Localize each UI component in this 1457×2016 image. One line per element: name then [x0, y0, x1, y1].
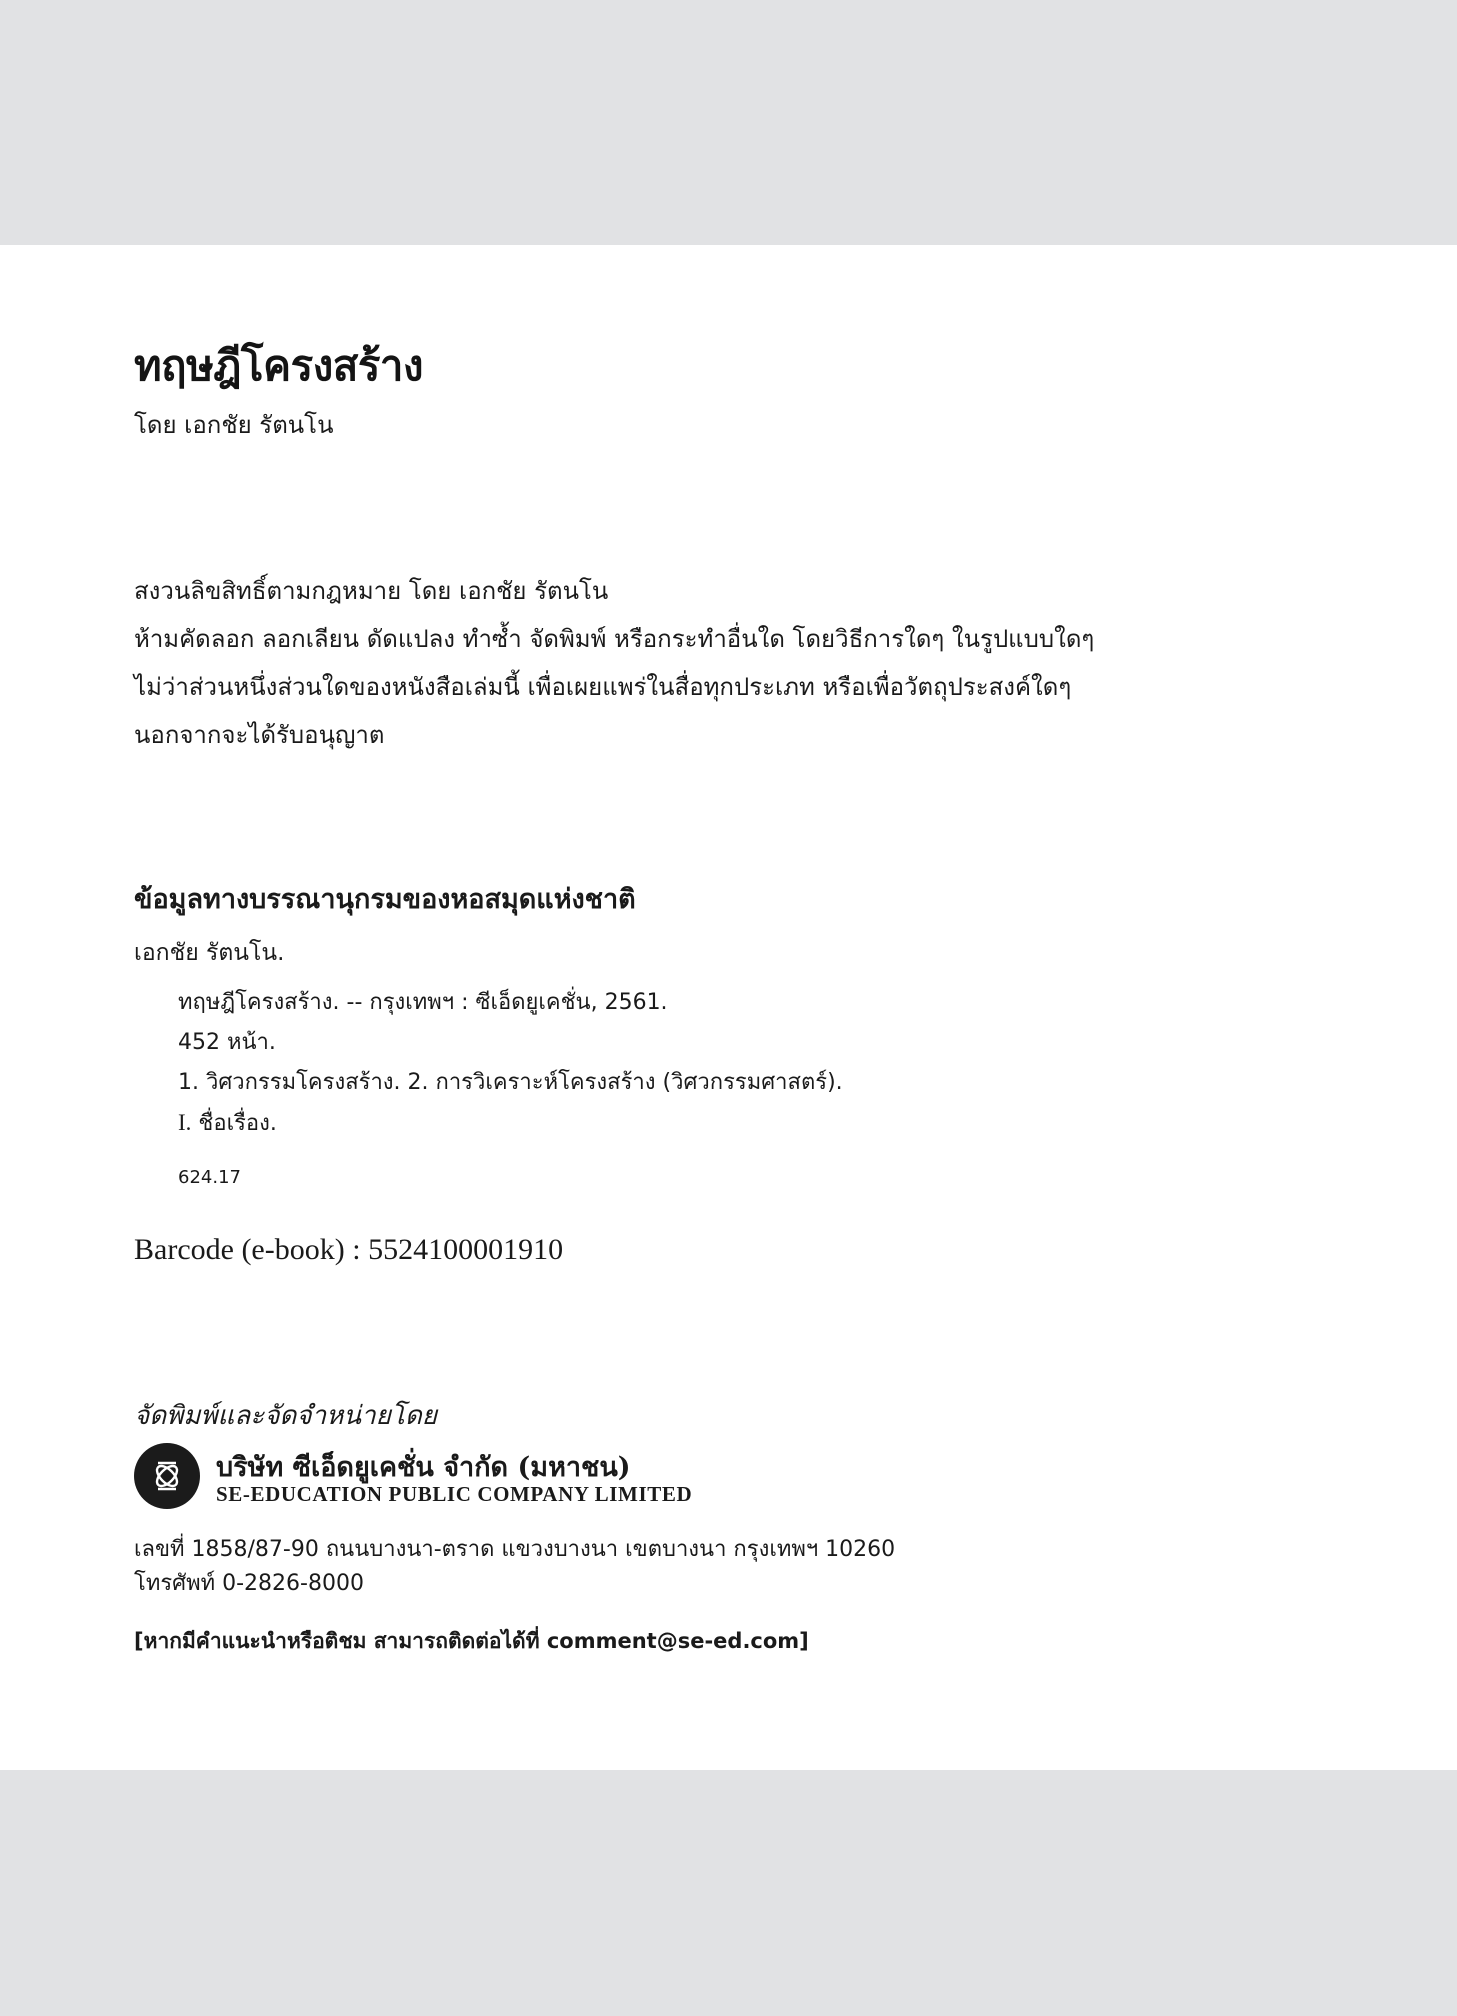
cip-pages: 452 หน้า. — [178, 1030, 276, 1055]
copyright-line: ห้ามคัดลอก ลอกเลียน ดัดแปลง ทำซ้ำ จัดพิมพ์ หรือกระทำอื่นใด โดยวิธีการใดๆ ในรูปแบบใดๆ — [134, 625, 1095, 653]
comment-note: [หากมีคำแนะนำหรือติชม สามารถติดต่อได้ที่ comment@se-ed.com] — [134, 1629, 809, 1653]
cip-author: เอกชัย รัตนโน. — [134, 940, 285, 966]
publisher-name-thai: บริษัท ซีเอ็ดยูเคชั่น จำกัด (มหาชน) — [216, 1452, 631, 1483]
barcode-line: Barcode (e-book) : 5524100001910 — [134, 1233, 564, 1266]
cip-entries — [178, 983, 843, 1144]
distribution-label: จัดพิมพ์และจัดจำหน่ายโดย — [134, 1401, 437, 1431]
cip-title-entry: ชื่อเรื่อง. — [198, 1111, 277, 1136]
publisher-name-english: SE-EDUCATION PUBLIC COMPANY LIMITED — [216, 1482, 693, 1506]
cip-heading: ข้อมูลทางบรรณานุกรมของหอสมุดแห่งชาติ — [134, 884, 636, 915]
cip-classification: 624.17 — [178, 1167, 241, 1188]
publisher-phone: โทรศัพท์ 0-2826-8000 — [134, 1571, 364, 1596]
se-ed-logo-icon — [134, 1443, 200, 1509]
copyright-notice — [134, 567, 1094, 759]
book-title: ทฤษฎีโครงสร้าง — [134, 341, 424, 390]
book-author-line: โดย เอกชัย รัตนโน — [134, 411, 334, 439]
publisher-contact — [134, 1533, 895, 1601]
copyright-line: สงวนลิขสิทธิ์ตามกฎหมาย โดย เอกชัย รัตนโน — [134, 577, 609, 605]
se-ed-logo-glyph — [134, 1443, 200, 1509]
cip-subjects: 1. วิศวกรรมโครงสร้าง. 2. การวิเคราะห์โครงสร้าง (วิศวกรรมศาสตร์). — [178, 1070, 843, 1095]
copyright-line: นอกจากจะได้รับอนุญาต — [134, 721, 385, 749]
publisher-address: เลขที่ 1858/87-90 ถนนบางนา-ตราด แขวงบางนา เขตบางนา กรุงเทพฯ 10260 — [134, 1537, 896, 1562]
cip-title-line: ทฤษฎีโครงสร้าง. -- กรุงเทพฯ : ซีเอ็ดยูเคชั่น, 2561. — [178, 990, 668, 1015]
imprint-page — [0, 245, 1457, 1770]
bottom-gray-band — [0, 1770, 1457, 2016]
cip-title-entry-row — [178, 1103, 843, 1144]
cip-title-entry-number: I. — [178, 1110, 192, 1135]
top-gray-band — [0, 0, 1457, 245]
copyright-line: ไม่ว่าส่วนหนึ่งส่วนใดของหนังสือเล่มนี้ เพื่อเผยแพร่ในสื่อทุกประเภท หรือเพื่อวัตถุประสงค์ใดๆ — [134, 673, 1072, 701]
